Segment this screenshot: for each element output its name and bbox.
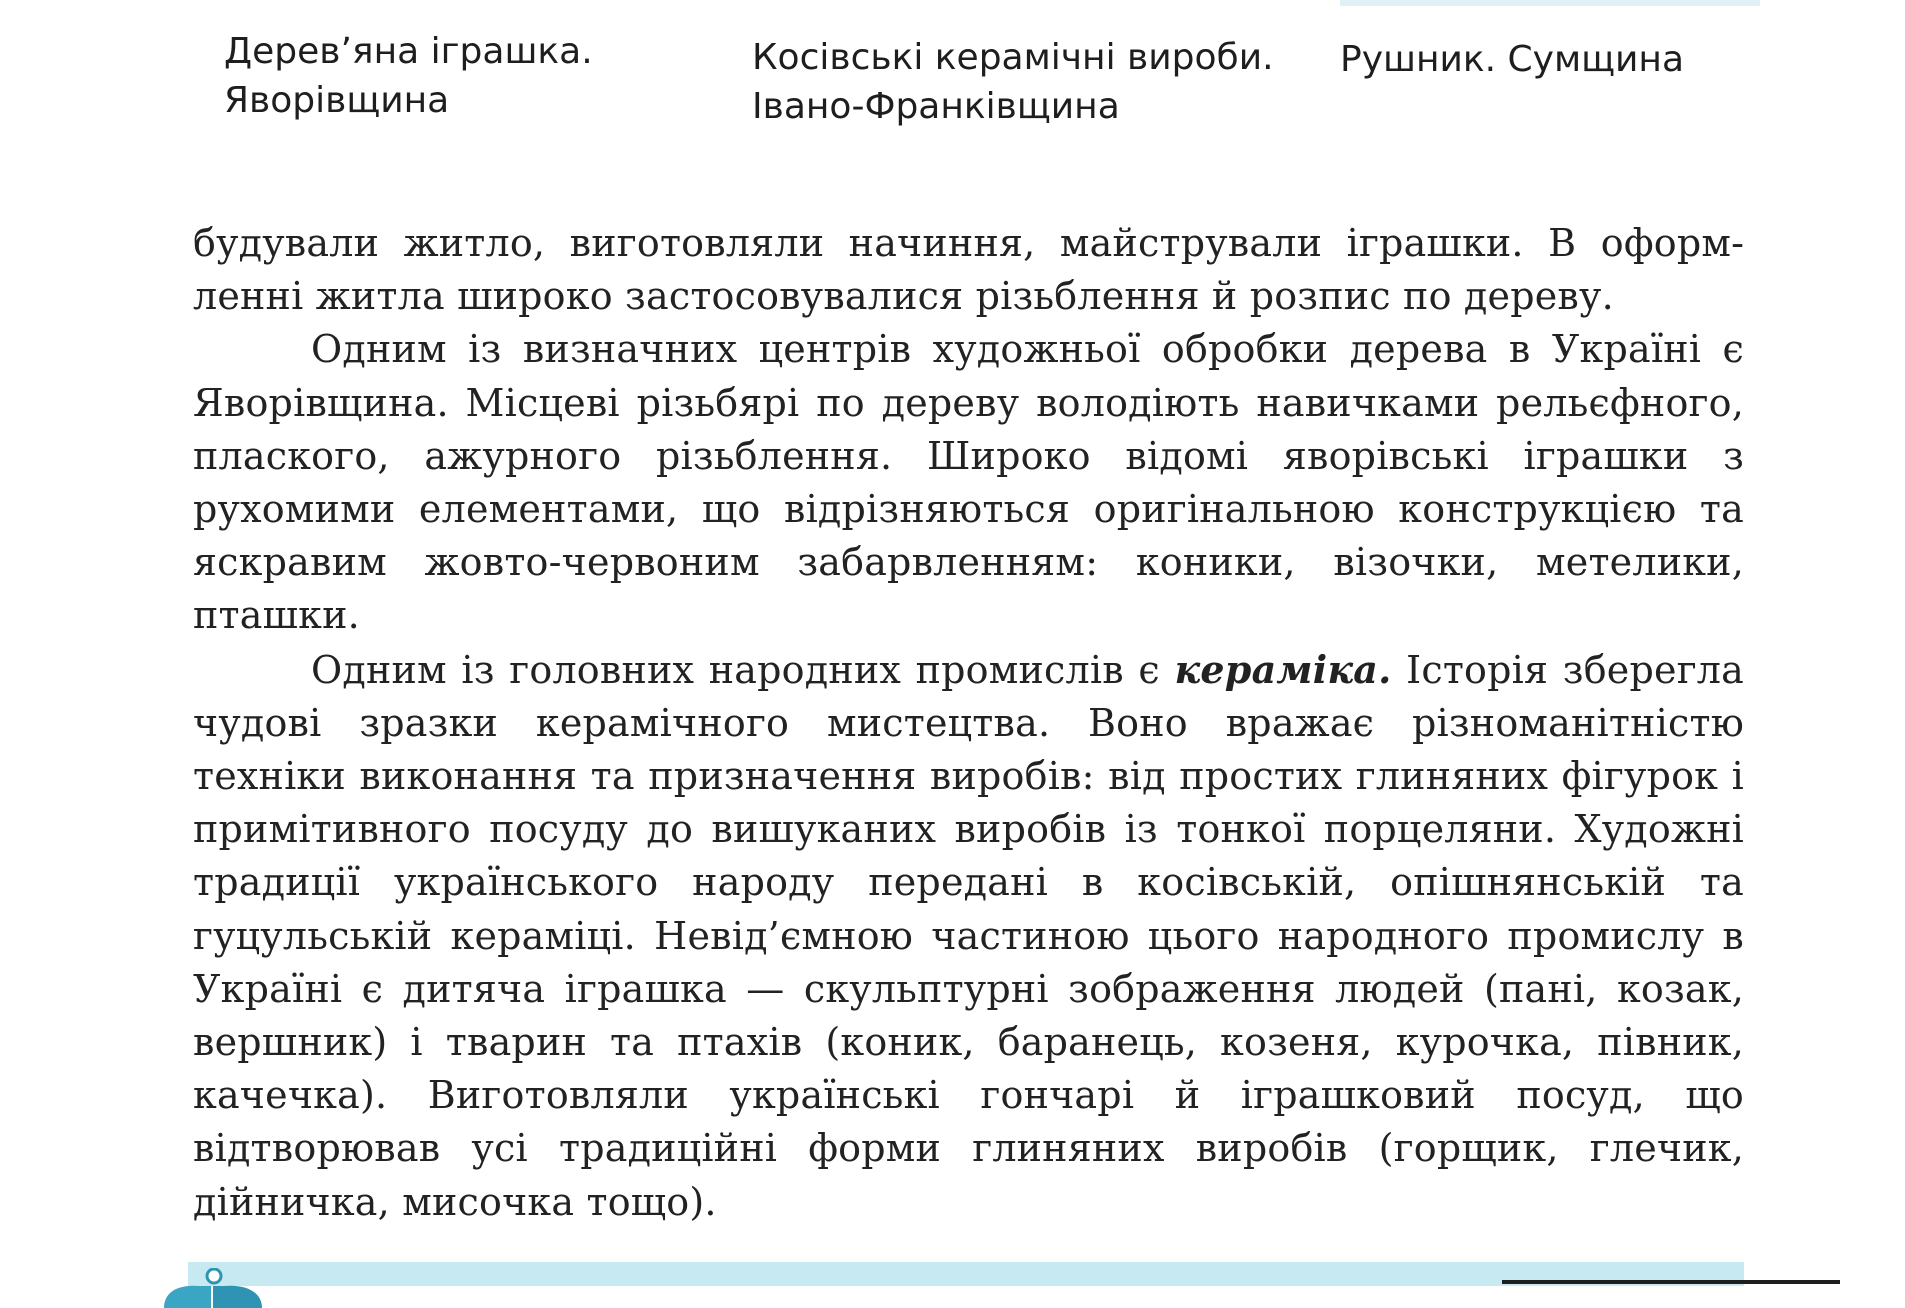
paragraph-3-rest: Історія зберегла чудові зразки керамічного мистецтва. Воно вражає різноманітністю техніки виконання та призначення виробів: від простих глиняних фігурок і примітивного посуду до вишуканих виробів із тонкої порцеляни. Художні традиції українського народу передані в косівській, опішнянській та гуцульській кераміці. Невід’ємною частиною цього народного промислу в Україні є дитяча іграшка — скульптурні зображення людей (пані, козак, вершник) і тварин та птахів (коник, баранець, козеня, курочка, півник, качечка). Виготовляли українські гончарі й іграшковий посуд, що відтворював усі традиційні форми глиняних виробів (горщик, глечик, дійничка, мисочка тощо). — [193, 647, 1744, 1224]
top-accent-strip — [1340, 0, 1760, 6]
paragraph-3 — [193, 643, 1744, 1229]
caption-wooden-toy: Дерев’яна іграшка. Яворівщина — [224, 31, 593, 121]
caption-towel-sumy: Рушник. Сумщина — [1340, 39, 1685, 80]
term-ceramics: кераміка. — [1174, 646, 1392, 692]
paragraph-3-start: Одним із головних народних промислів є — [311, 647, 1175, 692]
paragraph-2: Одним із визначних центрів художньої обробки дерева в Україні є Яворівщина. Місцеві різьбярі по дереву володіють навичками рельєфного, плаского, ажурного різьблення. Широко відомі яворівські іграшки з рухомими елементами, що відрізняються оригінальною конструкцією та яскравим жовто-червоним забарвленням: коники, візочки, метелики, пташки. — [193, 327, 1744, 638]
answer-line — [1502, 1280, 1840, 1284]
main-text — [193, 217, 1744, 1229]
paragraph-1: будували житло, виготовляли начиння, майстрували іграшки. В оформленні житла широко застосовувалися різьблення й розпис по дереву. — [193, 221, 1744, 319]
book-task-icon — [158, 1268, 268, 1308]
caption-kosiv-ceramics: Косівські керамічні вироби. Івано-Франківщина — [752, 37, 1274, 127]
